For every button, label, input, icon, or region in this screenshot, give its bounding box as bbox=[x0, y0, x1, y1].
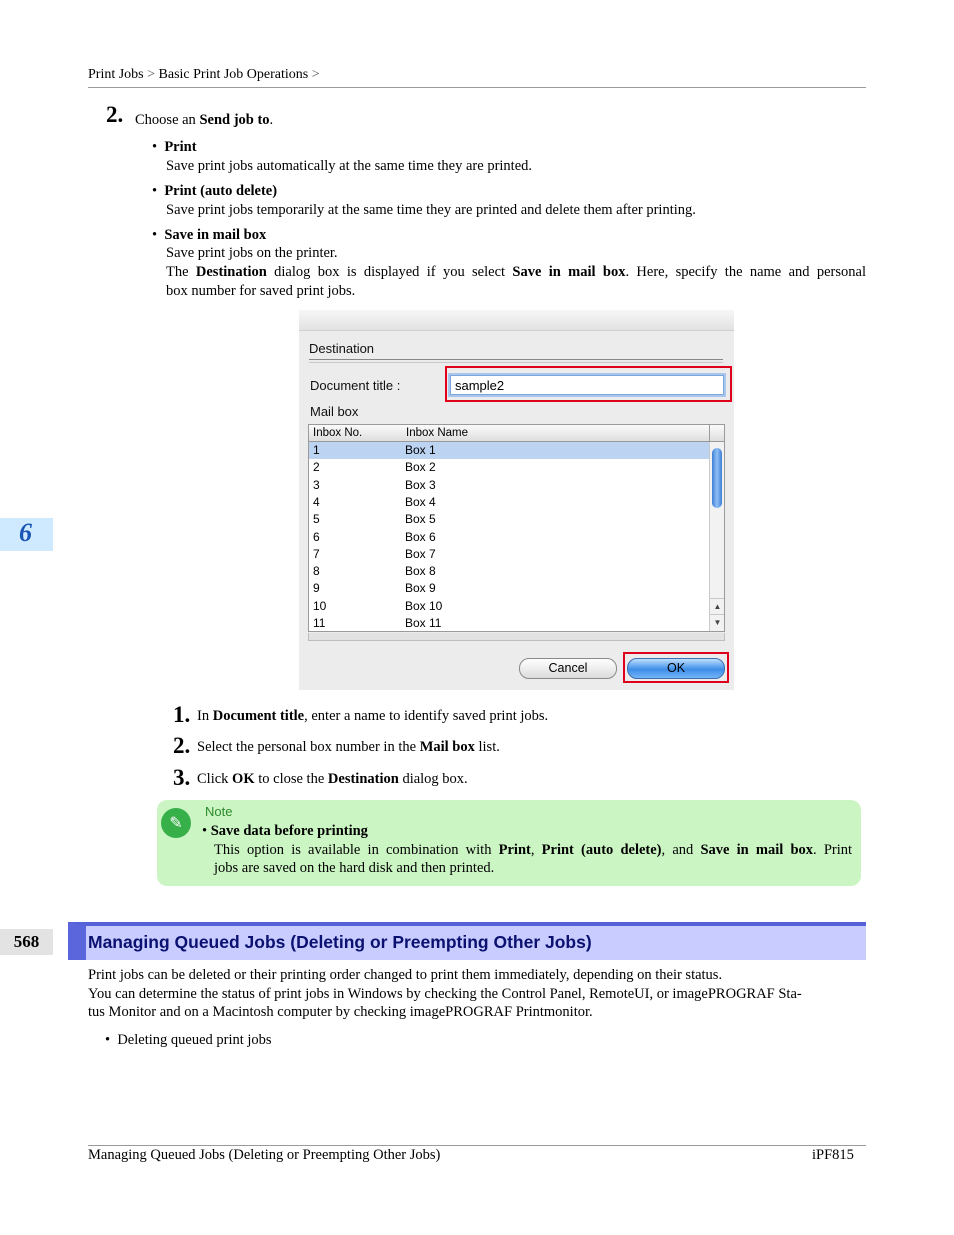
inbox-no: 1 bbox=[313, 443, 320, 457]
dialog-separator bbox=[309, 362, 723, 363]
step-text bbox=[135, 112, 273, 129]
mailbox-explanation-line2: box number for saved print jobs. bbox=[166, 283, 356, 299]
pencil-icon: ✎ bbox=[161, 808, 191, 838]
substep-text bbox=[197, 708, 548, 725]
note-bullet-title: Save data before printing bbox=[210, 823, 368, 839]
scroll-down-icon[interactable]: ▼ bbox=[710, 614, 725, 630]
option-print-auto-delete: • Print (auto delete) bbox=[152, 183, 278, 199]
chapter-number: 6 bbox=[19, 518, 32, 547]
inbox-no: 2 bbox=[313, 460, 320, 475]
table-row[interactable] bbox=[309, 494, 709, 511]
option-desc: Save print jobs automatically at the same time they are printed. bbox=[166, 158, 533, 174]
list-bottom-bar bbox=[308, 633, 725, 641]
dialog-title: Destination bbox=[309, 341, 375, 356]
inbox-name: Box 4 bbox=[405, 494, 436, 509]
table-row[interactable] bbox=[309, 477, 709, 494]
breadcrumb-separator: > bbox=[311, 67, 320, 82]
text-bold: Print (auto delete) bbox=[541, 842, 662, 858]
table-row[interactable] bbox=[309, 546, 709, 563]
substep-number: 3. bbox=[173, 765, 191, 790]
text-part: . Here, specify the name and personal bbox=[625, 264, 866, 280]
step-number: 2. bbox=[106, 102, 124, 127]
page-number: 568 bbox=[0, 929, 53, 955]
text-bold: OK bbox=[232, 771, 255, 787]
text-part: This option is available in combination with bbox=[214, 842, 499, 858]
table-row[interactable] bbox=[309, 615, 709, 632]
option-title: Print bbox=[164, 139, 197, 155]
text-part: In bbox=[197, 708, 213, 724]
text-part: dialog box. bbox=[398, 771, 468, 787]
body-paragraph: You can determine the status of print jobs in Windows by checking the Control Panel, RemoteUI, or imagePROGRAF Sta- bbox=[88, 986, 802, 1002]
scroll-up-icon[interactable]: ▲ bbox=[710, 598, 725, 614]
section-title: Managing Queued Jobs (Deleting or Preempting Other Jobs) bbox=[88, 932, 592, 952]
breadcrumb-item: Print Jobs bbox=[88, 67, 144, 82]
body-bullet-text: Deleting queued print jobs bbox=[117, 1032, 272, 1048]
table-row[interactable] bbox=[309, 529, 709, 546]
inbox-no: 4 bbox=[313, 494, 320, 509]
text-part: Select the personal box number in the bbox=[197, 739, 420, 755]
inbox-name: Box 6 bbox=[405, 529, 436, 544]
table-row[interactable] bbox=[309, 563, 709, 580]
table-row[interactable] bbox=[309, 580, 709, 597]
table-row[interactable] bbox=[309, 598, 709, 615]
inbox-no: 11 bbox=[313, 616, 326, 630]
breadcrumb-separator: > bbox=[147, 67, 156, 82]
document-title-input[interactable]: sample2 bbox=[450, 375, 724, 395]
text-part: dialog box is displayed if you select bbox=[266, 264, 513, 280]
column-header-corner bbox=[709, 425, 725, 442]
column-header-inbox-name[interactable]: Inbox Name bbox=[402, 425, 713, 442]
option-title: Save in mail box bbox=[164, 227, 267, 243]
body-paragraph: tus Monitor and on a Macintosh computer by checking imagePROGRAF Printmonitor. bbox=[88, 1004, 593, 1020]
note-bullet: • Save data before printing bbox=[202, 823, 368, 839]
column-header-inbox-no[interactable]: Inbox No. bbox=[309, 425, 407, 442]
text-bold: Print bbox=[498, 842, 531, 858]
option-save-in-mail-box: • Save in mail box bbox=[152, 227, 267, 243]
note-text bbox=[214, 842, 852, 859]
option-title: Print (auto delete) bbox=[164, 183, 278, 199]
option-desc: Save print jobs temporarily at the same time they are printed and delete them after printing. bbox=[166, 202, 696, 218]
text-part: , and bbox=[661, 842, 701, 858]
text-part: , enter a name to identify saved print jobs. bbox=[304, 708, 549, 724]
inbox-no: 8 bbox=[313, 564, 320, 579]
section-heading bbox=[68, 922, 866, 960]
substep-text bbox=[197, 739, 500, 756]
header-rule bbox=[88, 87, 866, 88]
footer-model: iPF815 bbox=[812, 1147, 854, 1163]
inbox-name: Box 9 bbox=[405, 581, 436, 596]
text-bold: Mail box bbox=[419, 739, 475, 755]
table-row[interactable] bbox=[309, 442, 709, 459]
chapter-tab bbox=[0, 518, 53, 551]
step-text-bold: Send job to bbox=[199, 112, 270, 128]
text-bold: Destination bbox=[195, 264, 267, 280]
footer-rule bbox=[88, 1145, 866, 1146]
inbox-no: 5 bbox=[313, 512, 320, 527]
text-part: to close the bbox=[254, 771, 328, 787]
text-bold: Save in mail box bbox=[512, 264, 626, 280]
inbox-name: Box 11 bbox=[405, 616, 442, 630]
mailbox-explanation bbox=[166, 264, 866, 281]
text-part: Click bbox=[197, 771, 233, 787]
highlight-document-title bbox=[445, 366, 732, 402]
body-bullet: • Deleting queued print jobs bbox=[105, 1032, 272, 1048]
inbox-name: Box 7 bbox=[405, 546, 436, 561]
inbox-no: 10 bbox=[313, 598, 327, 613]
list-scrollbar[interactable] bbox=[709, 442, 725, 632]
highlight-ok-button bbox=[623, 652, 729, 683]
mail-box-label: Mail box bbox=[310, 404, 359, 419]
scrollbar-thumb[interactable] bbox=[712, 448, 722, 508]
text-part: The bbox=[166, 264, 196, 280]
dialog-separator bbox=[309, 359, 723, 360]
mail-box-list[interactable] bbox=[308, 424, 725, 632]
step-text-part: Choose an bbox=[135, 112, 200, 128]
option-desc: Save print jobs on the printer. bbox=[166, 245, 338, 261]
substep-number: 2. bbox=[173, 733, 191, 758]
note-text-line2: jobs are saved on the hard disk and then printed. bbox=[214, 860, 495, 876]
text-part: , bbox=[530, 842, 542, 858]
substep-number: 1. bbox=[173, 702, 191, 727]
table-row[interactable] bbox=[309, 511, 709, 528]
inbox-name: Box 3 bbox=[405, 477, 436, 492]
text-bold: Destination bbox=[327, 771, 399, 787]
inbox-name: Box 2 bbox=[405, 460, 436, 475]
note-label: Note bbox=[205, 804, 233, 819]
inbox-name: Box 1 bbox=[405, 443, 436, 457]
body-paragraph: Print jobs can be deleted or their printing order changed to print them immediately, depending on their status. bbox=[88, 967, 723, 983]
inbox-name: Box 5 bbox=[405, 512, 436, 527]
table-row[interactable] bbox=[309, 459, 709, 476]
document-title-label: Document title : bbox=[310, 378, 401, 393]
option-print: • Print bbox=[152, 139, 197, 155]
inbox-no: 3 bbox=[313, 477, 320, 492]
cancel-button[interactable]: Cancel bbox=[519, 658, 617, 679]
inbox-name: Box 8 bbox=[405, 564, 436, 579]
ok-button[interactable]: OK bbox=[627, 658, 725, 679]
inbox-no: 9 bbox=[313, 581, 320, 596]
substep-text bbox=[197, 771, 468, 788]
text-part: list. bbox=[474, 739, 500, 755]
breadcrumb-item: Basic Print Job Operations bbox=[158, 67, 309, 82]
inbox-no: 7 bbox=[313, 546, 320, 561]
text-bold: Save in mail box bbox=[700, 842, 814, 858]
text-bold: Document title bbox=[212, 708, 305, 724]
step-text-part: . bbox=[269, 112, 274, 128]
note-box bbox=[157, 800, 861, 886]
dialog-titlebar bbox=[299, 310, 734, 331]
footer-title: Managing Queued Jobs (Deleting or Preempting Other Jobs) bbox=[88, 1147, 441, 1163]
inbox-no: 6 bbox=[313, 529, 320, 544]
text-part: . Print bbox=[813, 842, 853, 858]
inbox-name: Box 10 bbox=[405, 598, 443, 613]
breadcrumb bbox=[88, 67, 320, 83]
